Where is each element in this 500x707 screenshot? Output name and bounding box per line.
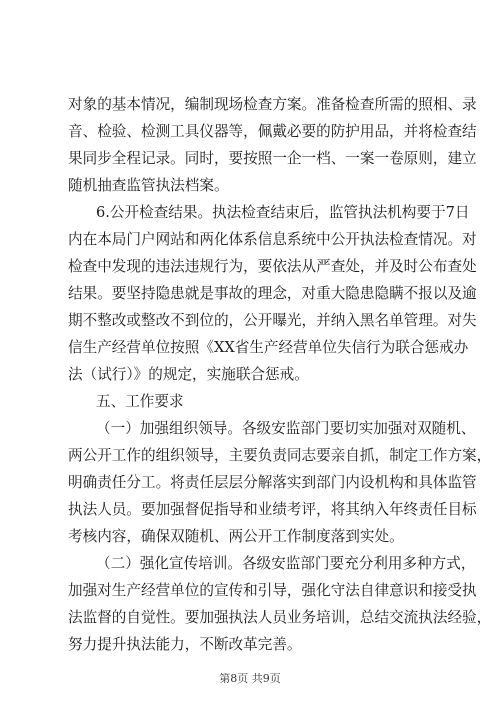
text-line: 对象的基本情况，编制现场检查方案。准备检查所需的照相、录 bbox=[68, 96, 477, 113]
text-line: 检查中发现的违法违规行为，要依法从严查处，并及时公布查处 bbox=[68, 258, 477, 275]
text-line: 考核内容，确保双随机、两公开工作制度落到实处。 bbox=[68, 528, 404, 545]
text-line: 法监督的自觉性。要加强执法人员业务培训，总结交流执法经验， bbox=[68, 609, 492, 626]
text-line: 执法人员。要加强督促指导和业绩考评，将其纳入年终责任目标 bbox=[68, 501, 477, 518]
text-line: 结果。要坚持隐患就是事故的理念，对重大隐患隐瞒不报以及逾 bbox=[68, 285, 477, 302]
text-line: 明确责任分工。将责任层层分解落实到部门内设机构和具体监管 bbox=[68, 474, 477, 491]
text-line: 法（试行）》的规定，实施联合惩戒。 bbox=[68, 366, 309, 383]
text-line: 随机抽查监管执法档案。 bbox=[68, 177, 229, 194]
text-line: 音、检验、检测工具仪器等，佩戴必要的防护用品，并将检查结 bbox=[68, 123, 477, 140]
text-line: 信生产经营单位按照《XX省生产经营单位失信行为联合惩戒办 bbox=[68, 339, 469, 356]
text-line: （二）强化宣传培训。各级安监部门要充分利用多种方式， bbox=[96, 555, 476, 572]
text-line: 果同步全程记录。同时，要按照一企一档、一案一卷原则，建立 bbox=[68, 150, 477, 167]
text-line: 努力提升执法能力，不断改革完善。 bbox=[68, 636, 302, 653]
section-heading: 五、工作要求 bbox=[96, 393, 184, 410]
text-line: 内在本局门户网站和两化体系信息系统中公开执法检查情况。对 bbox=[68, 231, 477, 248]
text-line: （一）加强组织领导。各级安监部门要切实加强对双随机、 bbox=[96, 420, 476, 437]
text-line: 两公开工作的组织领导，主要负责同志要亲自抓，制定工作方案， bbox=[68, 447, 492, 464]
text-line: 加强对生产经营单位的宣传和引导，强化守法自律意识和接受执 bbox=[68, 582, 477, 599]
text-line: 期不整改或整改不到位的，公开曝光，并纳入黑名单管理。对失 bbox=[68, 312, 477, 329]
text-line: 6.公开检查结果。执法检查结束后，监管执法机构要于7日 bbox=[96, 204, 470, 221]
page-footer: 第8页 共9页 bbox=[219, 672, 281, 685]
